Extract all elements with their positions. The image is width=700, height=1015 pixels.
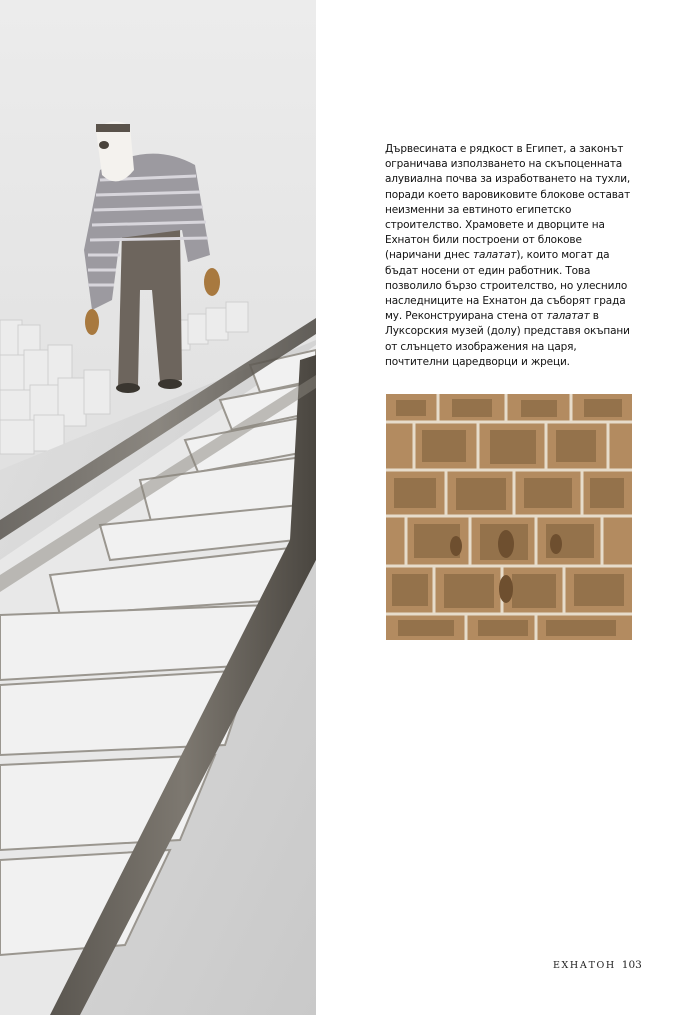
photo-talatat-relief-wall <box>386 394 632 640</box>
relief-wall-image <box>386 394 632 640</box>
caption-text-2: ), които могат да бъдат носени от един работник. Това позволило бързо строителство, но улеснило наследниците на Ехнатон да съборят града му. Реконструирана стена от <box>385 249 628 323</box>
photo-worker-limestone-image <box>0 0 316 1015</box>
caption-text-1: Дървесината е рядкост в Египет, а законът ограничава използването на скъпоценната алувиална почва за изработването на тухли, поради което варовиковите блокове остават неизменни за евтиното египетско строителство. Храмовете и дворците на Ехнатон били построени от блокове (наричани днес <box>385 143 631 262</box>
caption-term-talatat-2: талатат <box>546 310 590 323</box>
page-number: 103 <box>621 959 642 971</box>
page-footer <box>553 959 642 971</box>
photo-caption <box>385 142 637 370</box>
photo-worker-limestone <box>0 0 316 1015</box>
caption-text-3: в Луксорския музей (долу) представя окъпани от слънцето изображения на царя, почтителни царедворци и жреци. <box>385 310 630 368</box>
running-head: ЕХНАТОН <box>553 960 616 971</box>
caption-term-talatat-1: талатат <box>473 249 517 262</box>
